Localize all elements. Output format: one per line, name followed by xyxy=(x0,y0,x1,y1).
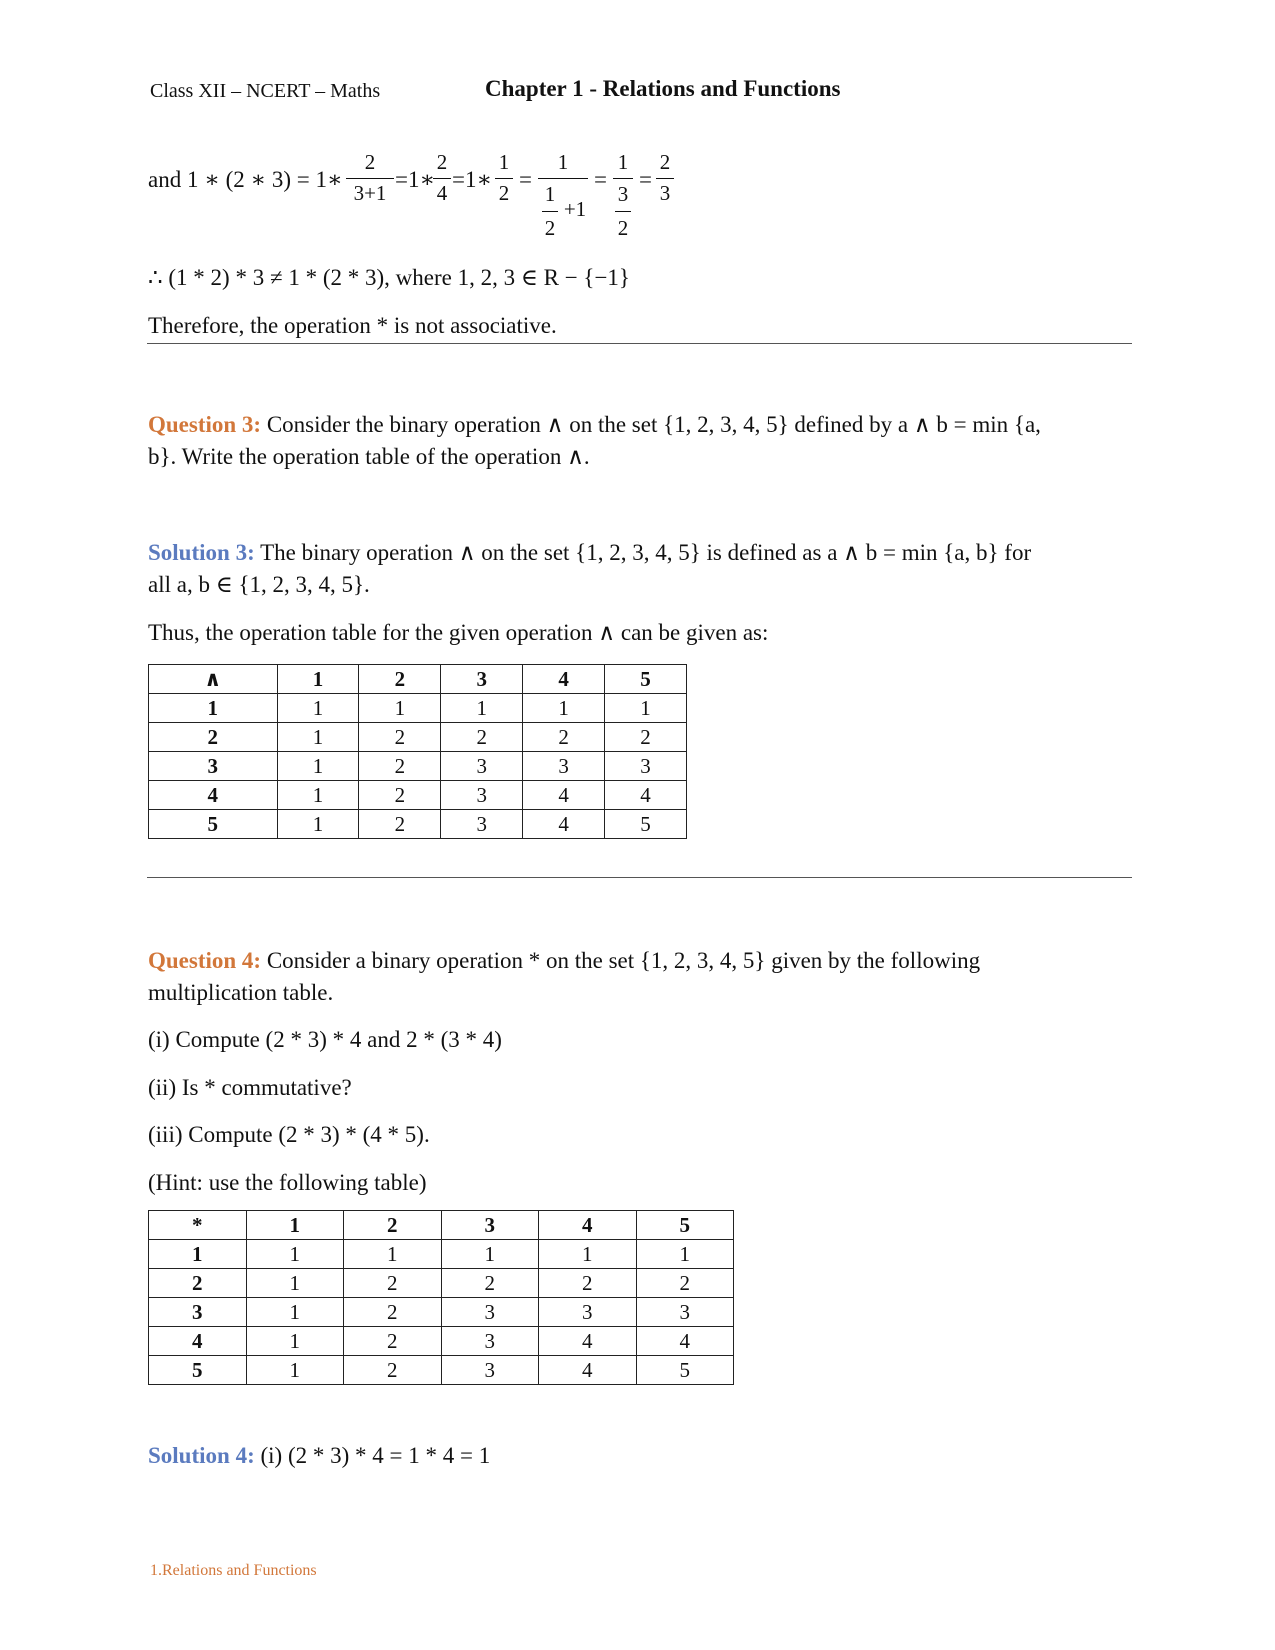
solution-3-label: Solution 3: xyxy=(148,540,255,565)
table-header-cell: 1 xyxy=(149,694,278,723)
star-table-row xyxy=(149,1298,734,1327)
equation-part: =1∗ xyxy=(452,167,493,192)
question-4-part-ii: (ii) Is * commutative? xyxy=(148,1075,352,1100)
fraction-numerator: 2 xyxy=(364,150,376,174)
fraction-denominator: 3 xyxy=(659,181,671,205)
table-cell: 2 xyxy=(359,781,441,810)
table-header-cell: 4 xyxy=(149,781,278,810)
fraction-bar xyxy=(542,211,558,212)
fraction-numerator: 1 xyxy=(544,182,556,206)
fraction-numerator: 3 xyxy=(617,182,629,206)
plus-one: +1 xyxy=(563,197,587,221)
table-header-cell: 2 xyxy=(149,1269,247,1298)
min-table-row xyxy=(149,723,687,752)
table-cell: 2 xyxy=(441,723,523,752)
equation-prefix: and 1 ∗ (2 ∗ 3) = 1∗ xyxy=(148,167,343,192)
star-table-row xyxy=(149,1327,734,1356)
table-cell: 3 xyxy=(605,752,687,781)
equals-sign: = xyxy=(594,167,607,192)
table-cell: 1 xyxy=(441,1240,539,1269)
table-cell: 1 xyxy=(246,1240,344,1269)
table-cell: 4 xyxy=(523,781,605,810)
conclusion-text: Therefore, the operation * is not associative. xyxy=(148,313,557,338)
table-cell: 1 xyxy=(277,781,359,810)
fraction-numerator: 1 xyxy=(557,150,569,174)
table-cell: 3 xyxy=(636,1298,734,1327)
table-cell: 2 xyxy=(344,1356,442,1385)
table-cell: 1 xyxy=(277,810,359,839)
solution-4-label: Solution 4: xyxy=(148,1443,255,1468)
therefore-statement: ∴ (1 * 2) * 3 ≠ 1 * (2 * 3), where 1, 2, 3 ∈ R − {−1} xyxy=(148,265,630,290)
table-header-cell: 2 xyxy=(344,1211,442,1240)
table-cell: 2 xyxy=(344,1327,442,1356)
table-cell: 1 xyxy=(277,723,359,752)
table-cell: 3 xyxy=(523,752,605,781)
table-cell: 2 xyxy=(344,1298,442,1327)
table-header-cell: * xyxy=(149,1211,247,1240)
table-cell: 3 xyxy=(441,810,523,839)
fraction-denominator: 2 xyxy=(498,181,510,205)
min-table-row xyxy=(149,752,687,781)
solution-3 xyxy=(148,540,1031,566)
table-cell: 1 xyxy=(246,1327,344,1356)
fraction-bar xyxy=(346,178,394,179)
table-cell: 2 xyxy=(359,810,441,839)
solution-3-table-intro: Thus, the operation table for the given operation ∧ can be given as: xyxy=(148,620,769,645)
question-4-label: Question 4: xyxy=(148,948,262,973)
section-divider xyxy=(147,343,1132,344)
page-footer: 1.Relations and Functions xyxy=(150,1562,317,1579)
table-cell: 3 xyxy=(441,781,523,810)
table-cell: 2 xyxy=(636,1269,734,1298)
table-cell: 2 xyxy=(359,752,441,781)
question-4-hint: (Hint: use the following table) xyxy=(148,1170,427,1195)
table-cell: 2 xyxy=(605,723,687,752)
question-4-part-i: (i) Compute (2 * 3) * 4 and 2 * (3 * 4) xyxy=(148,1027,502,1052)
equals-sign: = xyxy=(639,167,652,192)
table-cell: 2 xyxy=(359,723,441,752)
fraction-denominator: 2 xyxy=(617,216,629,240)
question-3 xyxy=(148,412,1041,438)
question-4-text: Consider a binary operation * on the set {1, 2, 3, 4, 5} given by the following xyxy=(261,948,981,973)
table-cell: 4 xyxy=(605,781,687,810)
table-header-cell: 3 xyxy=(149,1298,247,1327)
table-cell: 5 xyxy=(605,810,687,839)
associativity-equation xyxy=(0,0,1275,260)
fraction-denominator: 3+1 xyxy=(353,181,387,205)
table-header-cell: 3 xyxy=(441,665,523,694)
solution-4 xyxy=(148,1443,490,1469)
table-cell: 4 xyxy=(539,1327,637,1356)
question-4 xyxy=(148,948,980,974)
min-operation-table xyxy=(148,664,687,839)
star-operation-table xyxy=(148,1210,734,1385)
fraction-denominator: 2 xyxy=(544,216,556,240)
star-table-row xyxy=(149,1269,734,1298)
table-header-cell: 1 xyxy=(149,1240,247,1269)
question-4-text-cont: multiplication table. xyxy=(148,980,334,1005)
equation-part: =1∗ xyxy=(395,167,436,192)
question-3-text: Consider the binary operation ∧ on the set {1, 2, 3, 4, 5} defined by a ∧ b = min {a, xyxy=(261,412,1041,437)
table-header-cell: 3 xyxy=(149,752,278,781)
fraction-bar xyxy=(538,178,588,179)
table-cell: 1 xyxy=(441,694,523,723)
fraction-numerator: 1 xyxy=(498,150,510,174)
table-header-cell: 5 xyxy=(636,1211,734,1240)
table-cell: 1 xyxy=(246,1298,344,1327)
table-cell: 4 xyxy=(636,1327,734,1356)
fraction-bar xyxy=(613,178,633,179)
table-header-cell: 1 xyxy=(277,665,359,694)
table-cell: 1 xyxy=(605,694,687,723)
fraction-numerator: 2 xyxy=(659,150,671,174)
table-cell: 1 xyxy=(246,1269,344,1298)
fraction-bar xyxy=(656,178,674,179)
star-table-header-row xyxy=(149,1211,734,1240)
chapter-title: Chapter 1 - Relations and Functions xyxy=(485,76,841,101)
fraction-bar xyxy=(495,178,513,179)
table-cell: 1 xyxy=(636,1240,734,1269)
table-header-cell: 4 xyxy=(149,1327,247,1356)
solution-4-text: (i) (2 * 3) * 4 = 1 * 4 = 1 xyxy=(254,1443,491,1468)
table-cell: 4 xyxy=(539,1356,637,1385)
question-3-label: Question 3: xyxy=(148,412,262,437)
min-table-row xyxy=(149,694,687,723)
table-cell: 1 xyxy=(344,1240,442,1269)
header-subject: Class XII – NCERT – Maths xyxy=(150,80,381,102)
min-table-header-row xyxy=(149,665,687,694)
table-cell: 1 xyxy=(539,1240,637,1269)
table-cell: 2 xyxy=(441,1269,539,1298)
table-cell: 1 xyxy=(277,694,359,723)
solution-3-text-cont: all a, b ∈ {1, 2, 3, 4, 5}. xyxy=(148,572,370,597)
star-table-row xyxy=(149,1356,734,1385)
fraction-bar xyxy=(433,178,451,179)
table-cell: 4 xyxy=(523,810,605,839)
fraction-numerator: 1 xyxy=(617,150,629,174)
table-header-cell: 2 xyxy=(359,665,441,694)
min-table-row xyxy=(149,781,687,810)
table-header-cell: 2 xyxy=(149,723,278,752)
table-cell: 5 xyxy=(636,1356,734,1385)
table-cell: 2 xyxy=(344,1269,442,1298)
star-table-row xyxy=(149,1240,734,1269)
fraction-numerator: 2 xyxy=(436,150,448,174)
question-3-text-cont: b}. Write the operation table of the operation ∧. xyxy=(148,444,590,469)
fraction-bar xyxy=(615,211,631,212)
table-header-cell: 4 xyxy=(539,1211,637,1240)
section-divider xyxy=(147,877,1132,878)
table-cell: 3 xyxy=(441,752,523,781)
equals-sign: = xyxy=(519,167,532,192)
table-header-cell: 5 xyxy=(149,810,278,839)
table-cell: 1 xyxy=(359,694,441,723)
table-header-cell: 1 xyxy=(246,1211,344,1240)
question-4-part-iii: (iii) Compute (2 * 3) * (4 * 5). xyxy=(148,1122,430,1147)
table-header-cell: 3 xyxy=(441,1211,539,1240)
table-cell: 2 xyxy=(523,723,605,752)
table-header-cell: 5 xyxy=(605,665,687,694)
min-table-row xyxy=(149,810,687,839)
table-header-cell: ∧ xyxy=(149,665,278,694)
table-cell: 3 xyxy=(441,1356,539,1385)
table-cell: 1 xyxy=(523,694,605,723)
table-cell: 3 xyxy=(441,1327,539,1356)
table-cell: 2 xyxy=(539,1269,637,1298)
table-cell: 3 xyxy=(539,1298,637,1327)
table-cell: 1 xyxy=(246,1356,344,1385)
table-cell: 3 xyxy=(441,1298,539,1327)
solution-3-text: The binary operation ∧ on the set {1, 2, 3, 4, 5} is defined as a ∧ b = min {a, b} for xyxy=(254,540,1032,565)
fraction-denominator: 4 xyxy=(436,181,448,205)
table-header-cell: 4 xyxy=(523,665,605,694)
table-cell: 1 xyxy=(277,752,359,781)
table-header-cell: 5 xyxy=(149,1356,247,1385)
